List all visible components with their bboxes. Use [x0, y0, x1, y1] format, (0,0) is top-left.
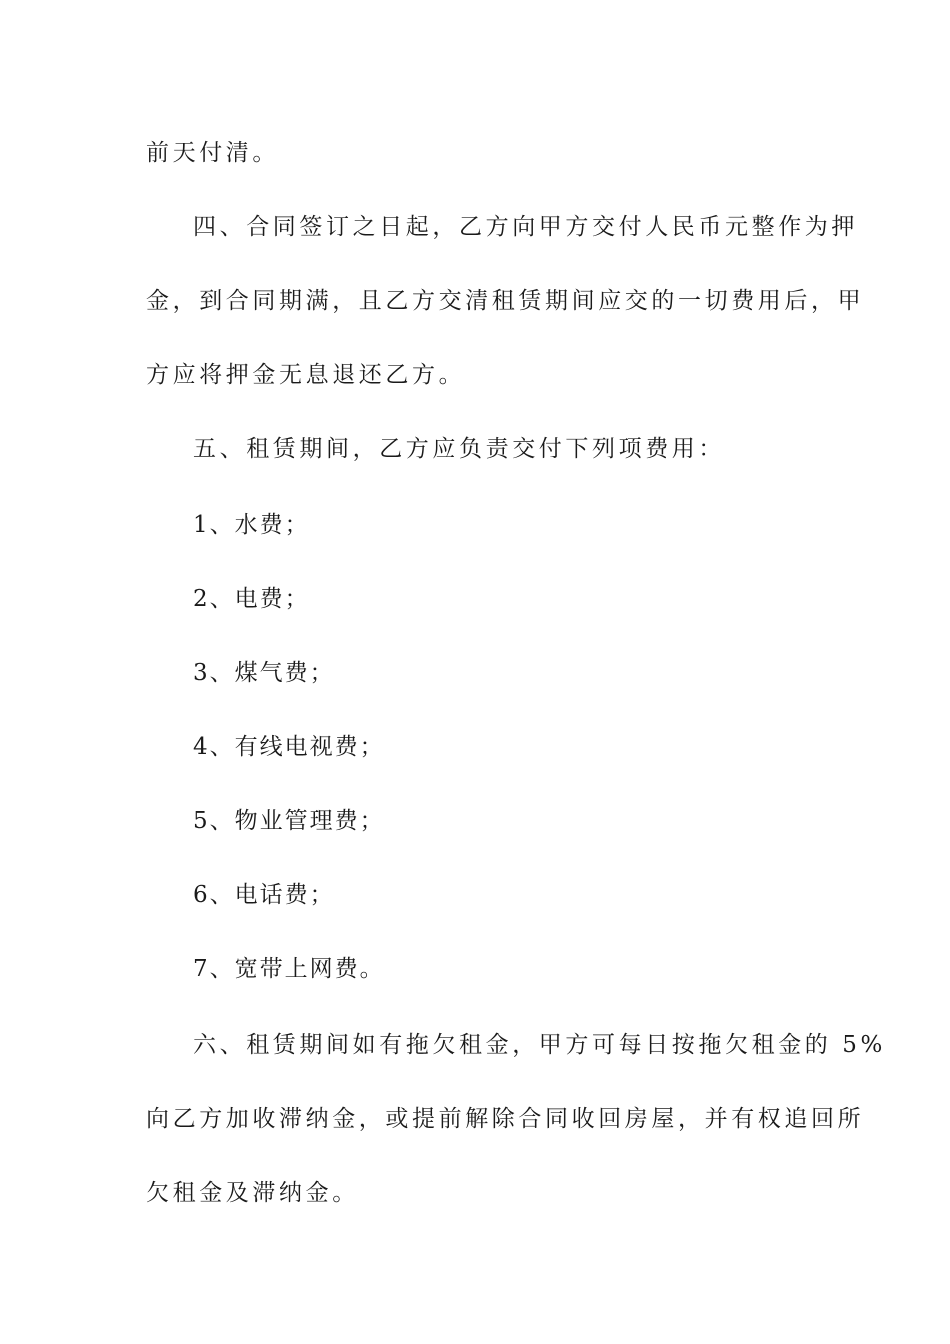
paragraph-line: 金，到合同期满，且乙方交清租赁期间应交的一切费用后，甲	[146, 288, 865, 314]
fee-list-item: 3、煤气费；	[193, 660, 335, 686]
clause-four-line: 四、合同签订之日起，乙方向甲方交付人民币元整作为押	[193, 214, 858, 240]
paragraph-line: 欠租金及滞纳金。	[146, 1180, 359, 1206]
fee-list-item: 1、水费；	[193, 512, 310, 538]
paragraph-line: 方应将押金无息退还乙方。	[146, 362, 466, 388]
fee-list-item: 4、有线电视费；	[193, 734, 385, 760]
fee-list-item: 6、电话费；	[193, 882, 335, 908]
fee-list-item: 5、物业管理费；	[193, 808, 385, 834]
fee-list-item: 7、宽带上网费。	[193, 956, 385, 982]
clause-six-line: 六、租赁期间如有拖欠租金，甲方可每日按拖欠租金的 5%	[193, 1032, 886, 1058]
paragraph-line: 前天付清。	[146, 140, 279, 166]
paragraph-line: 向乙方加收滞纳金，或提前解除合同收回房屋，并有权追回所	[146, 1106, 865, 1132]
fee-list-item: 2、电费；	[193, 586, 310, 612]
clause-five-line: 五、租赁期间，乙方应负责交付下列项费用：	[193, 436, 725, 462]
